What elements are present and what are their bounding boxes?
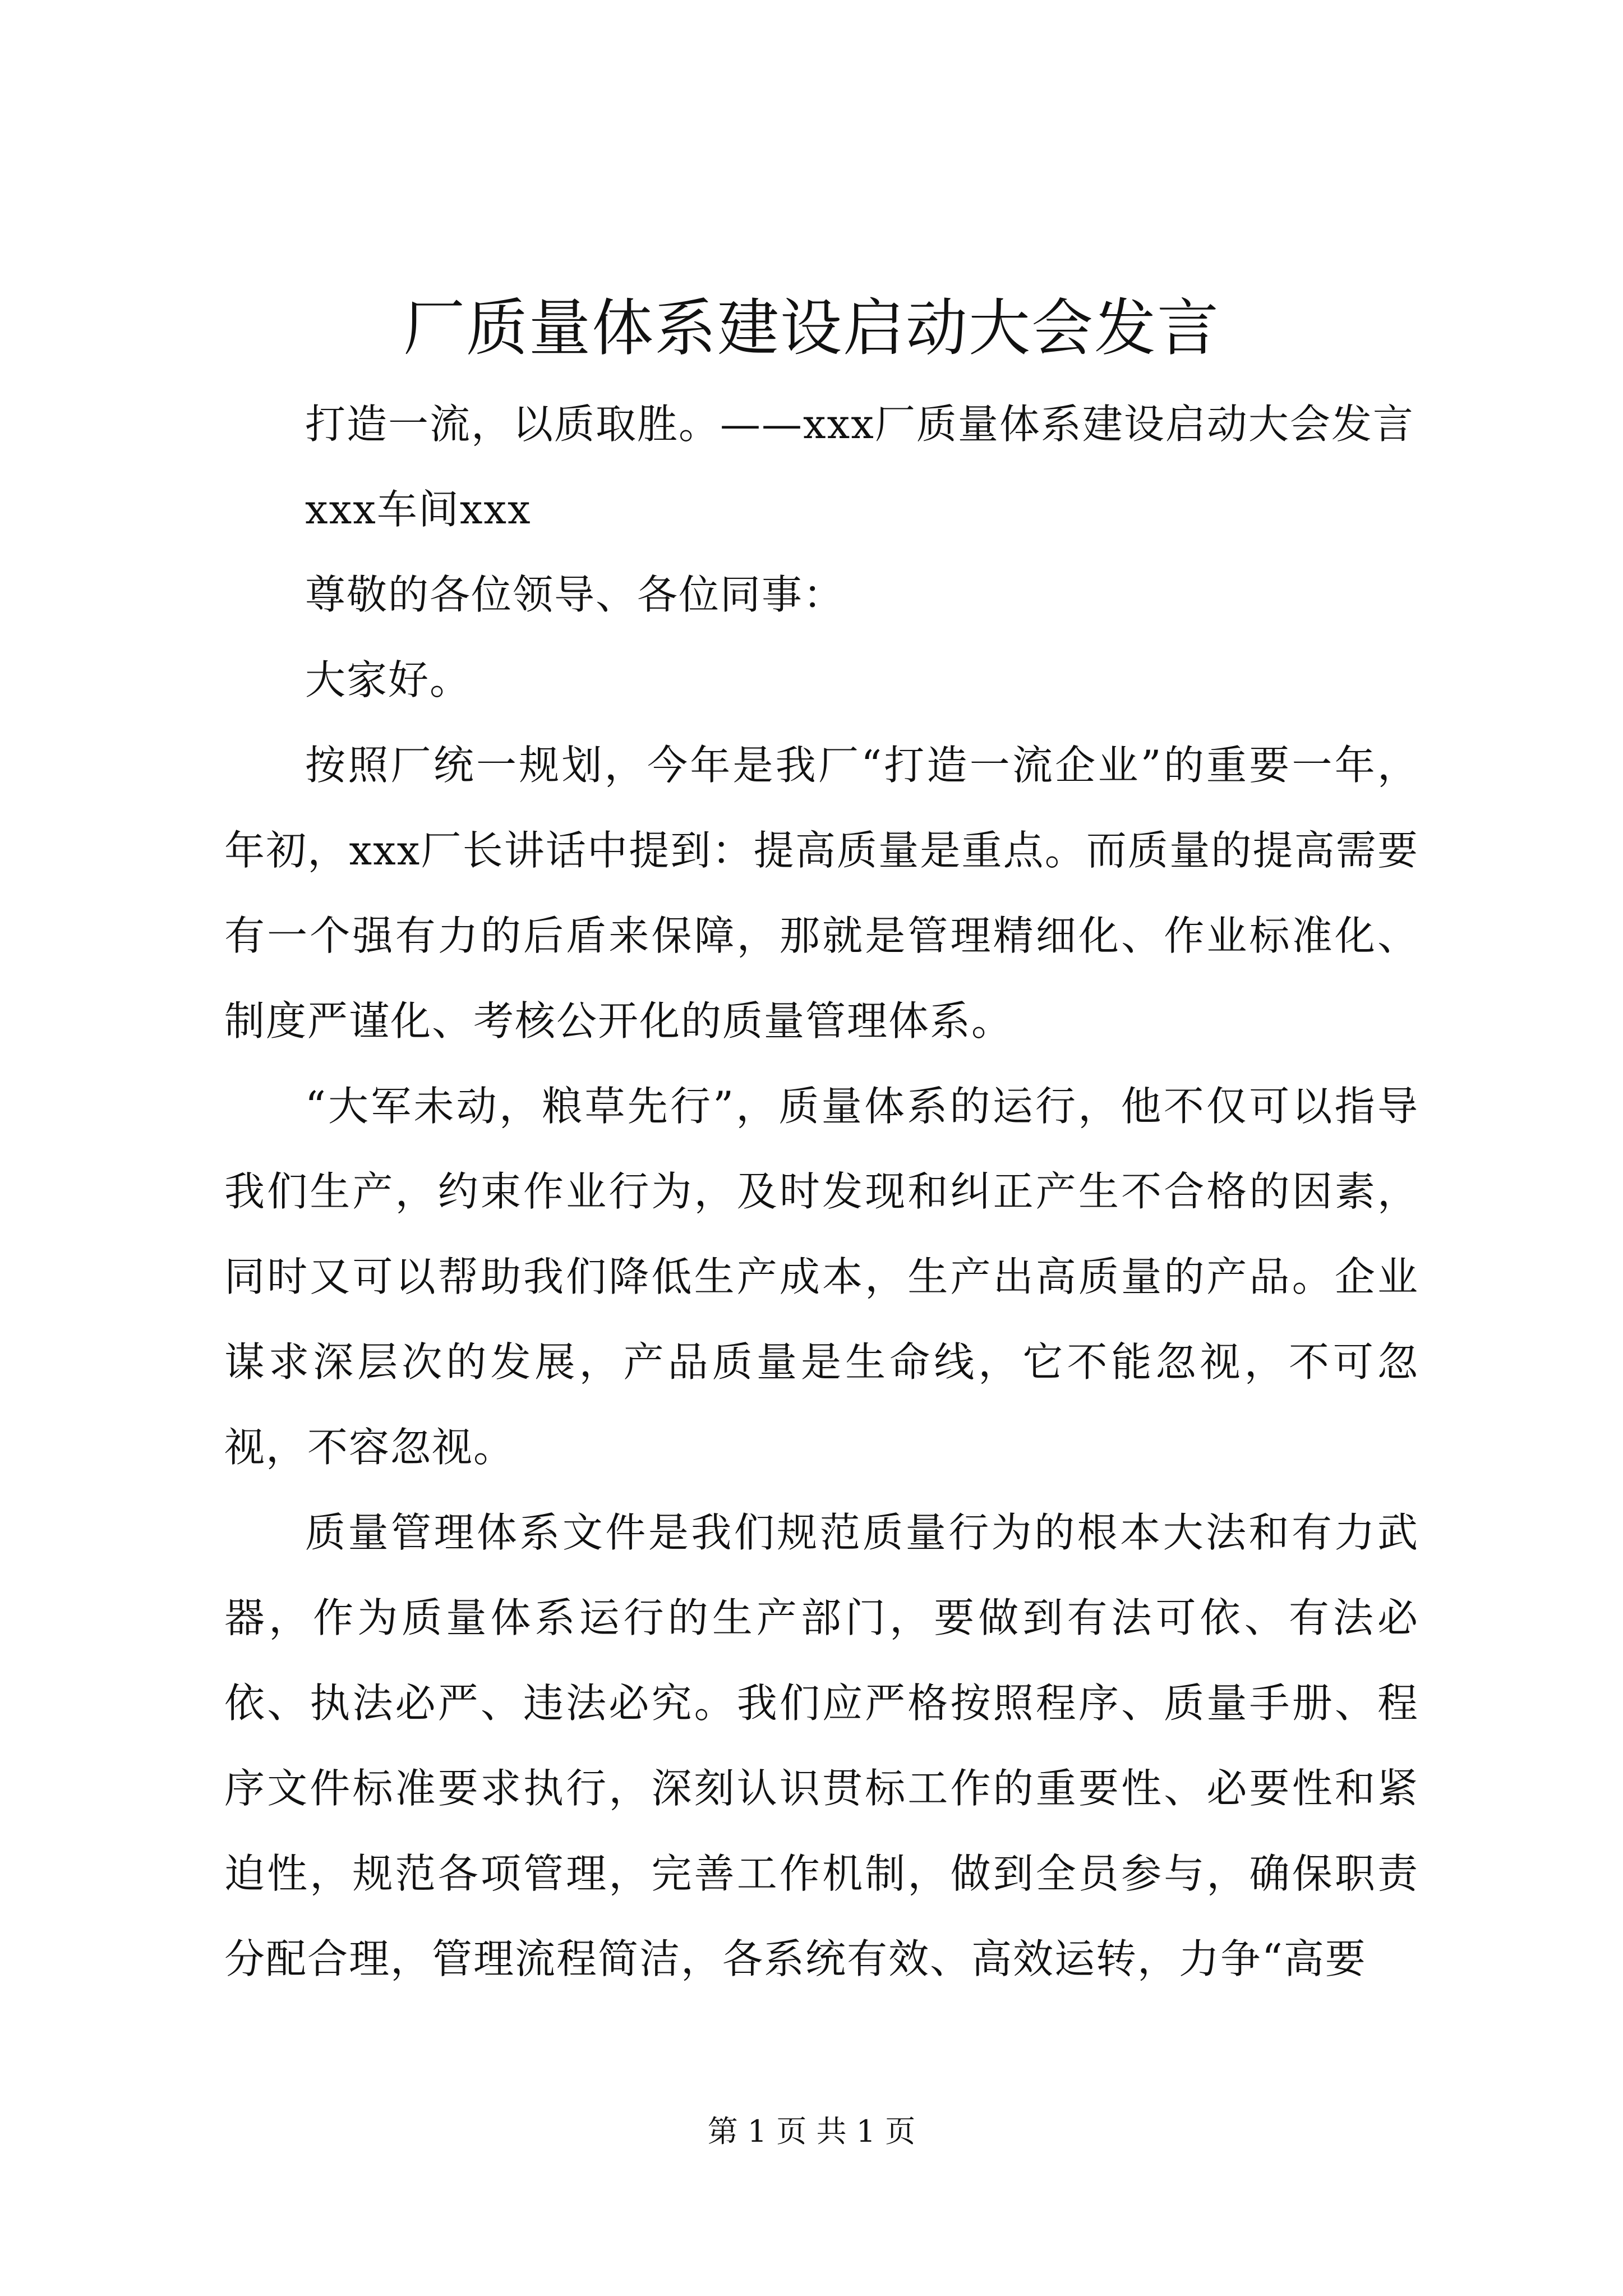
document-body — [224, 381, 1419, 2001]
greeting: 大家好。 — [305, 656, 472, 703]
subtitle-paragraph: 打造一流，以质取胜。——xxx厂质量体系建设启动大会发言 — [305, 401, 1414, 448]
body-paragraph: “大军未动，粮草先行”，质量体系的运行，他不仅可以指导我们生产，约束作业行为，及时发现和纠正产生不合格的因素，同时又可以帮助我们降低生产成本，生产出高质量的产品。企业谋求深层次的发展，产品质量是生命线，它不能忽视，不可忽视，不容忽视。 — [224, 1083, 1419, 1471]
salutation: 尊敬的各位领导、各位同事： — [305, 571, 845, 618]
body-paragraph: 质量管理体系文件是我们规范质量行为的根本大法和有力武器，作为质量体系运行的生产部门，要做到有法可依、有法必依、执法必严、违法必究。我们应严格按照程序、质量手册、程序文件标准要求执行，深刻认识贯标工作的重要性、必要性和紧迫性，规范各项管理，完善工作机制，做到全员参与，确保职责分配合理，管理流程简洁，各系统有效、高效运转，力争“高要 — [224, 1509, 1419, 1982]
body-paragraph: 按照厂统一规划，今年是我厂“打造一流企业”的重要一年，年初，xxx厂长讲话中提到：提高质量是重点。而质量的提高需要有一个强有力的后盾来保障，那就是管理精细化、作业标准化、制度严谨化、考核公开化的质量管理体系。 — [224, 742, 1419, 1045]
document-title: 厂质量体系建设启动大会发言 — [403, 292, 1220, 364]
author-line: xxx车间xxx — [305, 486, 532, 533]
page-footer: 第 1 页 共 1 页 — [707, 2114, 916, 2149]
